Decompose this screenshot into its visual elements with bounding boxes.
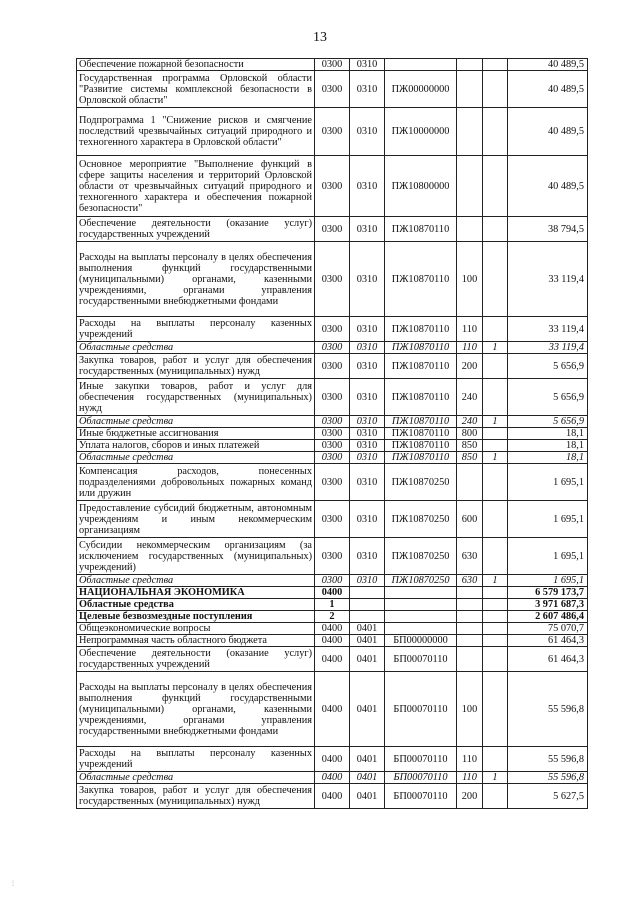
cell-subsection: 0310 (350, 108, 385, 156)
cell-target-article (385, 611, 457, 623)
table-row (77, 317, 588, 342)
cell-amount: 5 627,5 (508, 784, 588, 809)
cell-amount: 18,1 (508, 452, 588, 464)
cell-section: 0300 (315, 156, 350, 217)
cell-subsection (350, 599, 385, 611)
cell-expense-type: 850 (457, 452, 483, 464)
cell-name: Целевые безвозмездные поступления (77, 611, 315, 623)
cell-amount: 18,1 (508, 440, 588, 452)
cell-source: 1 (483, 452, 508, 464)
table-row (77, 217, 588, 242)
cell-amount: 5 656,9 (508, 416, 588, 428)
cell-name: Иные закупки товаров, работ и услуг для обеспечения государственных (муниципальных) нужд (77, 379, 315, 416)
cell-source (483, 217, 508, 242)
cell-source (483, 623, 508, 635)
cell-target-article: ПЖ10870110 (385, 242, 457, 317)
cell-source (483, 428, 508, 440)
cell-target-article: ПЖ10000000 (385, 108, 457, 156)
table-row (77, 611, 588, 623)
cell-subsection: 0401 (350, 784, 385, 809)
cell-target-article: БП00070110 (385, 772, 457, 784)
table-row (77, 575, 588, 587)
table-row (77, 342, 588, 354)
cell-target-article: ПЖ00000000 (385, 71, 457, 108)
cell-expense-type (457, 623, 483, 635)
cell-amount: 61 464,3 (508, 635, 588, 647)
cell-expense-type (457, 156, 483, 217)
table-row (77, 772, 588, 784)
cell-name: Предоставление субсидий бюджетным, автономным учреждениям и иным некоммерческим организациям (77, 501, 315, 538)
cell-section: 0400 (315, 623, 350, 635)
cell-expense-type (457, 635, 483, 647)
table-row (77, 242, 588, 317)
cell-target-article: БП00070110 (385, 747, 457, 772)
cell-expense-type: 630 (457, 575, 483, 587)
cell-expense-type: 110 (457, 772, 483, 784)
cell-amount: 75 070,7 (508, 623, 588, 635)
cell-source (483, 464, 508, 501)
cell-name: Подпрограмма 1 "Снижение рисков и смягчение последствий чрезвычайных ситуаций природного и техногенного характера в Орловской области" (77, 108, 315, 156)
table-row (77, 587, 588, 599)
cell-amount: 55 596,8 (508, 672, 588, 747)
cell-expense-type (457, 587, 483, 599)
cell-name: Субсидии некоммерческим организациям (за исключением государственных (муниципальных) учреждений) (77, 538, 315, 575)
cell-subsection: 0310 (350, 501, 385, 538)
cell-subsection: 0310 (350, 440, 385, 452)
cell-source: 1 (483, 575, 508, 587)
cell-source (483, 354, 508, 379)
cell-source (483, 599, 508, 611)
cell-amount: 40 489,5 (508, 108, 588, 156)
cell-source (483, 379, 508, 416)
cell-name: Общеэкономические вопросы (77, 623, 315, 635)
cell-expense-type: 200 (457, 354, 483, 379)
cell-subsection: 0401 (350, 747, 385, 772)
cell-source (483, 538, 508, 575)
cell-amount: 33 119,4 (508, 242, 588, 317)
cell-section: 0400 (315, 672, 350, 747)
cell-section: 0400 (315, 747, 350, 772)
cell-name: Основное мероприятие "Выполнение функций в сфере защиты населения и территорий Орловской области от чрезвычайных ситуаций природного и техногенного характера и обеспечения пожарной безопасности" (77, 156, 315, 217)
cell-section: 0300 (315, 538, 350, 575)
cell-amount: 6 579 173,7 (508, 587, 588, 599)
cell-subsection: 0310 (350, 379, 385, 416)
cell-expense-type: 240 (457, 379, 483, 416)
table-row (77, 108, 588, 156)
cell-expense-type: 100 (457, 672, 483, 747)
cell-target-article (385, 599, 457, 611)
cell-section: 0400 (315, 784, 350, 809)
cell-amount: 33 119,4 (508, 317, 588, 342)
cell-section: 1 (315, 599, 350, 611)
cell-subsection: 0310 (350, 59, 385, 71)
cell-expense-type (457, 71, 483, 108)
cell-amount: 1 695,1 (508, 575, 588, 587)
cell-target-article: БП00000000 (385, 635, 457, 647)
cell-amount: 18,1 (508, 428, 588, 440)
cell-source (483, 611, 508, 623)
cell-name: Областные средства (77, 772, 315, 784)
cell-target-article (385, 587, 457, 599)
cell-amount: 3 971 687,3 (508, 599, 588, 611)
cell-expense-type: 110 (457, 342, 483, 354)
cell-name: Областные средства (77, 599, 315, 611)
cell-section: 0300 (315, 217, 350, 242)
cell-name: Государственная программа Орловской области "Развитие системы комплексной безопасности в Орловской области" (77, 71, 315, 108)
cell-section: 0400 (315, 635, 350, 647)
cell-name: Компенсация расходов, понесенных подразделениями добровольных пожарных команд или дружин (77, 464, 315, 501)
cell-amount: 5 656,9 (508, 354, 588, 379)
cell-name: Уплата налогов, сборов и иных платежей (77, 440, 315, 452)
cell-subsection: 0310 (350, 354, 385, 379)
cell-section: 0300 (315, 59, 350, 71)
cell-name: Расходы на выплаты персоналу казенных учреждений (77, 317, 315, 342)
cell-name: Расходы на выплаты персоналу в целях обеспечения выполнения функций государственными (муниципальными) органами, казенными учреждениями, органами управления государственными внебюджетными фондами (77, 672, 315, 747)
cell-expense-type: 110 (457, 317, 483, 342)
cell-section: 0300 (315, 342, 350, 354)
table-row (77, 379, 588, 416)
cell-subsection: 0310 (350, 464, 385, 501)
cell-amount: 61 464,3 (508, 647, 588, 672)
cell-expense-type (457, 611, 483, 623)
cell-target-article: БП00070110 (385, 672, 457, 747)
cell-amount: 40 489,5 (508, 71, 588, 108)
cell-target-article: ПЖ10870110 (385, 416, 457, 428)
cell-name: Расходы на выплаты персоналу в целях обеспечения выполнения функций государственными (муниципальными) органами, казенными учреждениями, органами управления государственными внебюджетными фондами (77, 242, 315, 317)
cell-target-article: ПЖ10870110 (385, 428, 457, 440)
cell-section: 0300 (315, 71, 350, 108)
cell-name: Областные средства (77, 575, 315, 587)
table-row (77, 672, 588, 747)
table-row (77, 71, 588, 108)
table-row (77, 452, 588, 464)
cell-expense-type (457, 108, 483, 156)
cell-source: 1 (483, 772, 508, 784)
cell-target-article: БП00070110 (385, 647, 457, 672)
table-row (77, 156, 588, 217)
cell-amount: 38 794,5 (508, 217, 588, 242)
cell-expense-type (457, 599, 483, 611)
table-row (77, 599, 588, 611)
cell-expense-type: 850 (457, 440, 483, 452)
cell-subsection: 0310 (350, 317, 385, 342)
cell-section: 0300 (315, 452, 350, 464)
table-row (77, 428, 588, 440)
cell-section: 0400 (315, 587, 350, 599)
margin-scan-mark: ⋮ (10, 881, 16, 887)
cell-source (483, 784, 508, 809)
cell-subsection: 0401 (350, 672, 385, 747)
page-number: 13 (313, 30, 327, 45)
cell-amount: 1 695,1 (508, 501, 588, 538)
cell-amount: 40 489,5 (508, 156, 588, 217)
table-row (77, 647, 588, 672)
cell-section: 0300 (315, 416, 350, 428)
cell-subsection (350, 587, 385, 599)
cell-target-article: ПЖ10870110 (385, 217, 457, 242)
cell-section: 0300 (315, 501, 350, 538)
cell-section: 0300 (315, 354, 350, 379)
cell-section: 0300 (315, 317, 350, 342)
cell-source: 1 (483, 416, 508, 428)
cell-expense-type: 800 (457, 428, 483, 440)
cell-subsection: 0310 (350, 538, 385, 575)
cell-subsection: 0401 (350, 772, 385, 784)
cell-name: Областные средства (77, 452, 315, 464)
cell-section: 0300 (315, 428, 350, 440)
cell-expense-type: 240 (457, 416, 483, 428)
cell-expense-type: 110 (457, 747, 483, 772)
cell-expense-type: 100 (457, 242, 483, 317)
cell-target-article: БП00070110 (385, 784, 457, 809)
cell-source (483, 108, 508, 156)
cell-subsection: 0310 (350, 217, 385, 242)
cell-source (483, 587, 508, 599)
table-row (77, 784, 588, 809)
cell-amount: 40 489,5 (508, 59, 588, 71)
table-row (77, 747, 588, 772)
cell-target-article: ПЖ10870250 (385, 538, 457, 575)
cell-name: Непрограммная часть областного бюджета (77, 635, 315, 647)
cell-section: 0300 (315, 108, 350, 156)
cell-target-article: ПЖ10870110 (385, 354, 457, 379)
table-row (77, 501, 588, 538)
cell-expense-type: 600 (457, 501, 483, 538)
table-row (77, 354, 588, 379)
table-row (77, 440, 588, 452)
table-body (77, 59, 588, 809)
cell-name: Областные средства (77, 342, 315, 354)
table-row (77, 635, 588, 647)
cell-expense-type (457, 464, 483, 501)
cell-section: 0300 (315, 440, 350, 452)
cell-section: 0400 (315, 647, 350, 672)
cell-subsection: 0310 (350, 242, 385, 317)
cell-subsection: 0310 (350, 416, 385, 428)
cell-source (483, 501, 508, 538)
cell-source (483, 647, 508, 672)
cell-expense-type: 200 (457, 784, 483, 809)
cell-source (483, 71, 508, 108)
table-row (77, 416, 588, 428)
cell-target-article: ПЖ10870250 (385, 575, 457, 587)
cell-expense-type: 630 (457, 538, 483, 575)
cell-source (483, 317, 508, 342)
cell-source (483, 672, 508, 747)
cell-target-article: ПЖ10870110 (385, 342, 457, 354)
cell-section: 0300 (315, 242, 350, 317)
cell-expense-type (457, 59, 483, 71)
cell-name: Обеспечение пожарной безопасности (77, 59, 315, 71)
cell-amount: 5 656,9 (508, 379, 588, 416)
cell-target-article (385, 623, 457, 635)
cell-amount: 2 607 486,4 (508, 611, 588, 623)
cell-subsection: 0401 (350, 635, 385, 647)
cell-subsection: 0401 (350, 647, 385, 672)
table-row (77, 623, 588, 635)
cell-name: Обеспечение деятельности (оказание услуг) государственных учреждений (77, 217, 315, 242)
cell-expense-type (457, 217, 483, 242)
cell-amount: 55 596,8 (508, 772, 588, 784)
cell-target-article (385, 59, 457, 71)
cell-subsection: 0310 (350, 71, 385, 108)
cell-name: Закупка товаров, работ и услуг для обеспечения государственных (муниципальных) нужд (77, 784, 315, 809)
table-row (77, 464, 588, 501)
cell-target-article: ПЖ10800000 (385, 156, 457, 217)
cell-subsection: 0310 (350, 575, 385, 587)
cell-name: Закупка товаров, работ и услуг для обеспечения государственных (муниципальных) нужд (77, 354, 315, 379)
cell-expense-type (457, 647, 483, 672)
cell-amount: 1 695,1 (508, 538, 588, 575)
cell-section: 0400 (315, 772, 350, 784)
cell-name: Областные средства (77, 416, 315, 428)
cell-source (483, 242, 508, 317)
cell-target-article: ПЖ10870110 (385, 440, 457, 452)
cell-subsection: 0310 (350, 428, 385, 440)
cell-name: Расходы на выплаты персоналу казенных учреждений (77, 747, 315, 772)
cell-source (483, 59, 508, 71)
cell-subsection: 0310 (350, 156, 385, 217)
cell-subsection (350, 611, 385, 623)
table-row (77, 59, 588, 71)
cell-source: 1 (483, 342, 508, 354)
cell-name: Иные бюджетные ассигнования (77, 428, 315, 440)
cell-target-article: ПЖ10870110 (385, 379, 457, 416)
cell-name: Обеспечение деятельности (оказание услуг) государственных учреждений (77, 647, 315, 672)
cell-section: 0300 (315, 379, 350, 416)
cell-source (483, 156, 508, 217)
cell-amount: 1 695,1 (508, 464, 588, 501)
cell-subsection: 0401 (350, 623, 385, 635)
cell-section: 0300 (315, 464, 350, 501)
table-row (77, 538, 588, 575)
cell-target-article: ПЖ10870250 (385, 464, 457, 501)
cell-amount: 33 119,4 (508, 342, 588, 354)
cell-name: НАЦИОНАЛЬНАЯ ЭКОНОМИКА (77, 587, 315, 599)
cell-target-article: ПЖ10870110 (385, 452, 457, 464)
cell-source (483, 635, 508, 647)
budget-table (76, 58, 588, 809)
cell-target-article: ПЖ10870250 (385, 501, 457, 538)
cell-amount: 55 596,8 (508, 747, 588, 772)
cell-source (483, 440, 508, 452)
cell-section: 2 (315, 611, 350, 623)
cell-source (483, 747, 508, 772)
cell-section: 0300 (315, 575, 350, 587)
cell-subsection: 0310 (350, 452, 385, 464)
cell-target-article: ПЖ10870110 (385, 317, 457, 342)
cell-subsection: 0310 (350, 342, 385, 354)
